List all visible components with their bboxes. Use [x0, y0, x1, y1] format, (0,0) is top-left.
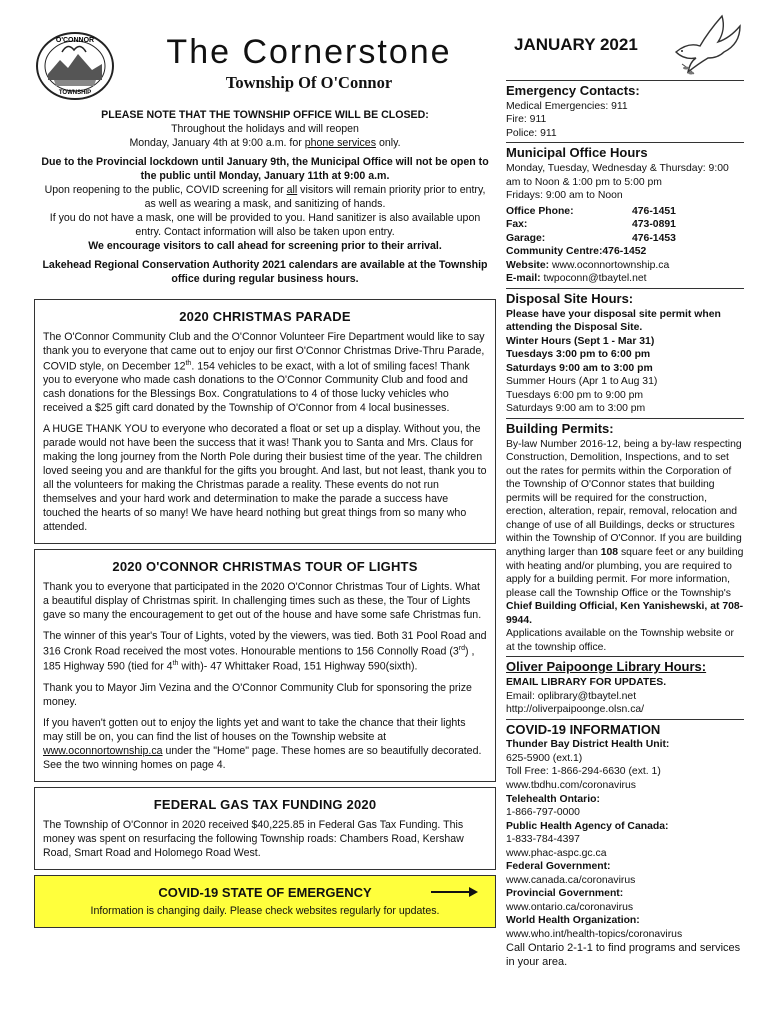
office-hours-line: Fridays: 9:00 am to Noon: [506, 190, 623, 202]
article-paragraph: A HUGE THANK YOU to everyone who decorated a float or set up a display. Without you, the parade would not have been the success that it was! Thank you to Santa and Mrs. Claus for making the long journey from the North Pole during their busiest time of the year. The children loved seeing you and are thankful for the gifts you brought. And last, but not least, thank you to all the volunteers for making the Christmas parade a reality. These events do not run themselves and your hard work and determination to make the parade a success have touched the hearts of so many! We have heard nothing but great things from so many who attended.: [43, 423, 487, 533]
telehealth-heading: Telehealth Ontario:: [506, 793, 600, 805]
christmas-parade-article: [34, 299, 496, 544]
email-link[interactable]: twpoconn@tbaytel.net: [540, 273, 647, 285]
who-website[interactable]: www.who.int/health-topics/coronavirus: [506, 928, 683, 940]
emergency-heading: Emergency Contacts:: [506, 80, 744, 100]
winter-hours-heading: Winter Hours (Sept 1 - Mar 31): [506, 335, 655, 347]
phone-services-link: phone services: [304, 136, 376, 149]
sidebar: [506, 80, 744, 970]
main-column: [34, 100, 496, 928]
township-website-link[interactable]: www.oconnortownship.ca: [43, 744, 163, 757]
svg-text:TOWNSHIP: TOWNSHIP: [58, 90, 92, 96]
summer-hours-line: Saturdays 9:00 am to 3:00 pm: [506, 403, 646, 415]
lockdown-notice: Due to the Provincial lockdown until January 9th, the Municipal Office will not be open to the public until Monday, January 11th at 9:00 a.m.: [41, 155, 489, 182]
article-paragraph: If you haven't gotten out to enjoy the lights yet and want to take the chance that their lights may still be on, you can find the list of houses on the Township website at www.oconnortownship.ca under the "Home" page. These homes are so beautifully decorated. See the two winning homes on page 4.: [43, 716, 482, 771]
office-hours-heading: Municipal Office Hours: [506, 142, 744, 162]
township-logo-icon: [34, 30, 116, 104]
article-paragraph: The O'Connor Community Club and the O'Connor Volunteer Fire Department would like to say thank you to everyone that came out to enjoy our first O'Connor Christmas Drive-Thru Parade, COVID style, on December 12th. 154 vehicles to be exact, with a lot of smiling faces! Thank you to everyone who made cash donations to the O'Connor Community Club and food and cash donations for the Blessings Box. Congratulations to 4 of those lucky vehicles who received a $25 gift card donated by the Township of O'Connor from 4 local businesses.: [43, 330, 485, 415]
tbdhu-phone: 625-5900 (ext.1): [506, 752, 583, 764]
covid-emergency-heading: COVID-19 STATE OF EMERGENCY: [158, 884, 372, 900]
provincial-gov-heading: Provincial Government:: [506, 888, 624, 900]
summer-hours-heading: Summer Hours (Apr 1 to Aug 31): [506, 376, 658, 388]
notice-line: Throughout the holidays and will reopen: [171, 122, 359, 135]
article-paragraph: The Township of O'Connor in 2020 received $40,225.85 in Federal Gas Tax Funding. This money was spent on resurfacing the following Township roads: Chambers Road, Kershaw Road, Smart Road and Holomego Road West.: [43, 818, 464, 859]
building-permits-text: By-law Number 2016-12, being a by-law respecting Construction, Demolition, Inspections, and to set out the rates for permits within the Corporation of the Township of O'Connor states that building permits will be required for the construction, erection, alteration, repair, removal, relocation and change of use of all Buildings, decks or structures within the Township of O'Connor. If you are building anything larger than 108 square feet or any building with heating and/or plumbing, you are required to apply for a building permit. For more information, please call the Township Office or the Township's Chief Building Official, Ken Yanishewski, at 708-9944.: [506, 438, 744, 626]
phac-phone: 1-833-784-4397: [506, 834, 580, 846]
disposal-permit-note: Please have your disposal site permit when attending the Disposal Site.: [506, 308, 721, 334]
federal-gov-heading: Federal Government:: [506, 861, 611, 873]
tbdhu-toll-free: Toll Free: 1-866-294-6630 (ext. 1): [506, 766, 661, 778]
covid-emergency-text: Information is changing daily. Please check websites regularly for updates.: [90, 904, 440, 917]
newsletter-title: The Cornerstone: [166, 33, 452, 71]
covid-info-heading: COVID-19 INFORMATION: [506, 719, 744, 739]
who-heading: World Health Organization:: [506, 915, 640, 927]
library-url[interactable]: http://oliverpaipoonge.olsn.ca/: [506, 704, 645, 716]
federal-gov-website[interactable]: www.canada.ca/coronavirus: [506, 874, 636, 886]
emergency-line: Fire: 911: [506, 114, 547, 126]
office-hours-line: Monday, Tuesday, Wednesday & Thursday: 9:00 am to Noon & 1:00 pm to 5:00 pm: [506, 163, 729, 188]
issue-month: JANUARY 2021: [514, 35, 638, 54]
mask-notice: If you do not have a mask, one will be provided to you. Hand sanitizer is also available upon entry. Contact information will also be taken upon entry.: [49, 211, 481, 238]
emergency-line: Police: 911: [506, 127, 557, 139]
website-line: Website: www.oconnortownship.ca: [506, 259, 670, 271]
notice-heading: PLEASE NOTE THAT THE TOWNSHIP OFFICE WILL BE CLOSED:: [101, 109, 429, 121]
arrow-right-icon: [431, 886, 479, 898]
summer-hours-line: Tuesdays 6:00 pm to 9:00 pm: [506, 389, 644, 401]
emergency-line: Medical Emergencies: 911: [506, 100, 628, 112]
article-heading: FEDERAL GAS TAX FUNDING 2020: [153, 796, 377, 812]
article-heading: 2020 CHRISTMAS PARADE: [179, 308, 351, 324]
provincial-gov-website[interactable]: www.ontario.ca/coronavirus: [506, 901, 634, 913]
screening-notice: Upon reopening to the public, COVID screening for all visitors will remain priority prior to entry, as well as wearing a mask, and sanitizing of hands.: [44, 183, 486, 210]
building-permits-applications: Applications available on the Township website or at the township office.: [506, 628, 734, 653]
winter-hours-line: Saturdays 9:00 am to 3:00 pm: [506, 362, 653, 374]
covid-emergency-box: [34, 875, 496, 928]
article-paragraph: The winner of this year's Tour of Lights, voted by the viewers, was tied. Both 31 Pool Road and 316 Cronk Road received the most votes. Honourable mentions to 156 Connolly Road (3rd) , 185 Highway 590 (tied for 4th with)- 47 Whittaker Road, 151 Highway 590(sixth).: [43, 629, 487, 673]
svg-text:O'CONNOR: O'CONNOR: [55, 37, 95, 44]
building-permits-heading: Building Permits:: [506, 418, 744, 438]
notice-line: Monday, January 4th at 9:00 a.m. for phone services only.: [129, 136, 401, 149]
fax-row: Fax: 473-0891: [506, 219, 676, 231]
library-email[interactable]: Email: oplibrary@tbaytel.net: [506, 690, 637, 702]
calendars-notice: Lakehead Regional Conservation Authority 2021 calendars are available at the Township office during regular business hours.: [42, 258, 488, 285]
ontario-211-note: Call Ontario 2-1-1 to find programs and services in your area.: [506, 942, 741, 969]
office-closed-notice: [34, 100, 496, 293]
office-phone-row: Office Phone: 476-1451: [506, 205, 676, 217]
tbdhu-heading: Thunder Bay District Health Unit:: [506, 739, 670, 751]
tour-of-lights-article: [34, 549, 496, 782]
website-link[interactable]: www.oconnortownship.ca: [549, 259, 670, 271]
disposal-heading: Disposal Site Hours:: [506, 288, 744, 308]
call-ahead-notice: We encourage visitors to call ahead for screening prior to their arrival.: [88, 239, 442, 252]
library-email-updates: EMAIL LIBRARY FOR UPDATES.: [506, 677, 667, 689]
article-paragraph: Thank you to Mayor Jim Vezina and the O'Connor Community Club for sponsoring the prize money.: [43, 681, 472, 708]
article-paragraph: Thank you to everyone that participated in the 2020 O'Connor Christmas Tour of Lights. What a beautiful display of Christmas spirit. In challenging times such as these, the Tour of Lights gave so many the encouragement to get out of the house and have some safe Christmas fun.: [43, 581, 482, 621]
telehealth-phone: 1-866-797-0000: [506, 807, 580, 819]
winter-hours-line: Tuesdays 3:00 pm to 6:00 pm: [506, 349, 651, 361]
garage-row: Garage: 476-1453: [506, 232, 676, 244]
library-heading: Oliver Paipoonge Library Hours:: [506, 656, 744, 676]
dove-icon: [668, 12, 746, 80]
phac-heading: Public Health Agency of Canada:: [506, 820, 669, 832]
email-line: E-mail: twpoconn@tbaytel.net: [506, 273, 647, 285]
phac-website[interactable]: www.phac-aspc.gc.ca: [506, 847, 607, 859]
tbdhu-website[interactable]: www.tbdhu.com/coronavirus: [506, 780, 636, 791]
newsletter-subtitle: Township Of O'Connor: [225, 73, 393, 92]
article-heading: 2020 O'CONNOR CHRISTMAS TOUR OF LIGHTS: [112, 558, 418, 574]
gas-tax-article: [34, 787, 496, 870]
community-centre-phone: Community Centre:476-1452: [506, 246, 647, 258]
